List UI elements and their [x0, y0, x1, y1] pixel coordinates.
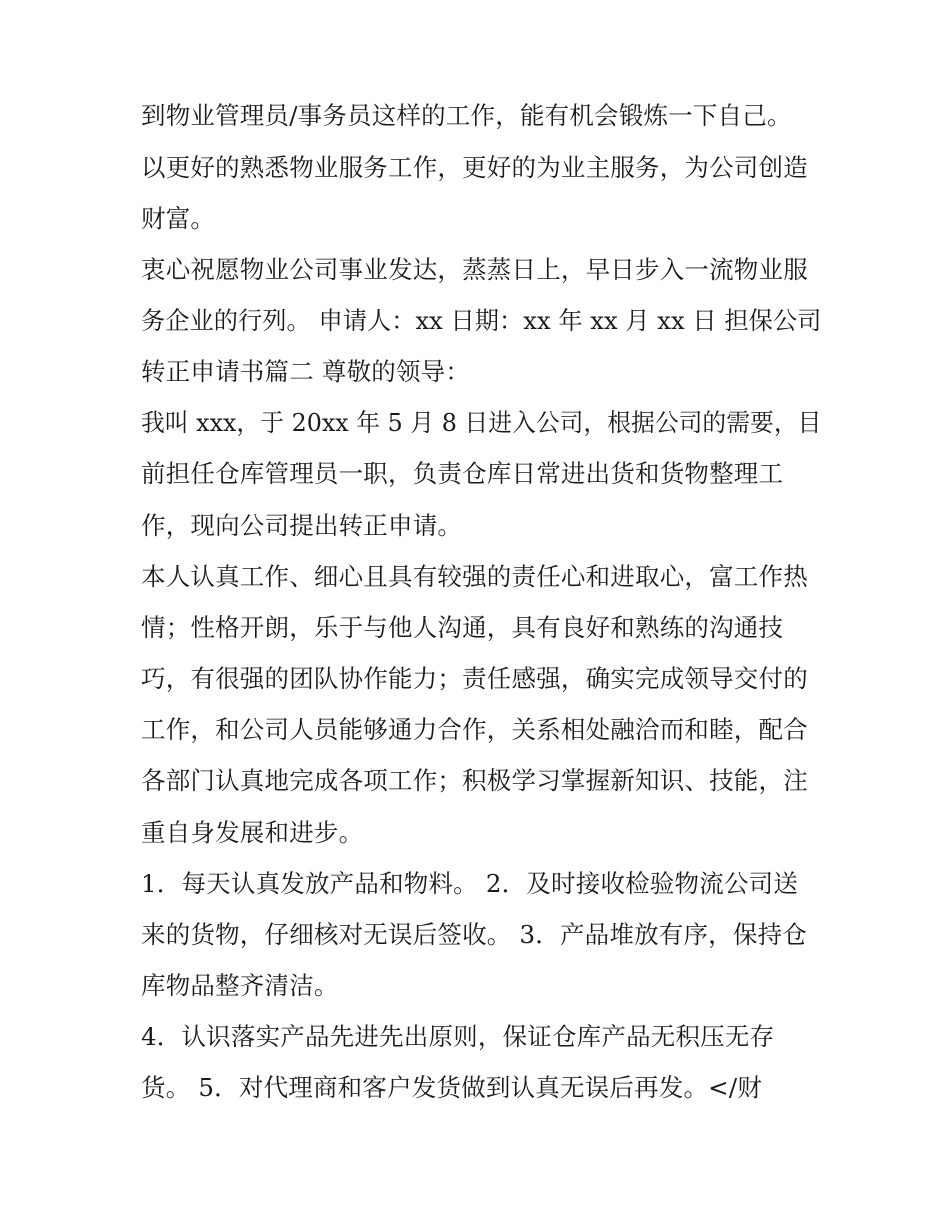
text-line: 以更好的熟悉物业服务工作，更好的为业主服务，为公司创造: [141, 153, 808, 182]
text-line: 到物业管理员/事务员这样的工作，能有机会锻炼一下自己。: [141, 101, 792, 130]
text-line: 情；性格开朗，乐于与他人沟通，具有良好和熟练的沟通技: [141, 613, 784, 642]
text-line: 库物品整齐清洁。: [141, 971, 339, 1000]
text-line: 工作，和公司人员能够通力合作，关系相处融洽而和睦，配合: [141, 715, 808, 744]
text-line: 转正申请书篇二 尊敬的领导：: [141, 357, 471, 386]
text-line: 前担任仓库管理员一职，负责仓库日常进出货和货物整理工: [141, 459, 784, 488]
text-line: 巧，有很强的团队协作能力；责任感强，确实完成领导交付的: [141, 664, 808, 693]
text-line: 本人认真工作、细心且具有较强的责任心和进取心，富工作热: [141, 562, 808, 591]
text-line: 务企业的行列。 申请人：xx 日期：xx 年 xx 月 xx 日 担保公司: [141, 306, 822, 335]
text-line: 衷心祝愿物业公司事业发达，蒸蒸日上，早日步入一流物业服: [141, 255, 808, 284]
text-line: 财富。: [141, 204, 216, 233]
text-line: 来的货物，仔细核对无误后签收。 3．产品堆放有序，保持仓: [141, 920, 807, 949]
text-line: 4．认识落实产品先进先出原则，保证仓库产品无积压无存: [141, 1022, 775, 1051]
text-line: 1．每天认真发放产品和物料。 2．及时接收检验物流公司送: [141, 869, 799, 898]
text-line: 作，现向公司提出转正申请。: [141, 511, 463, 540]
text-line: 货。 5．对代理商和客户发货做到认真无误后再发。</财: [141, 1073, 763, 1102]
text-line: 重自身发展和进步。: [141, 818, 364, 847]
text-line: 各部门认真地完成各项工作；积极学习掌握新知识、技能，注: [141, 766, 808, 795]
text-line: 我叫 xxx，于 20xx 年 5 月 8 日进入公司，根据公司的需要，目: [141, 408, 822, 437]
